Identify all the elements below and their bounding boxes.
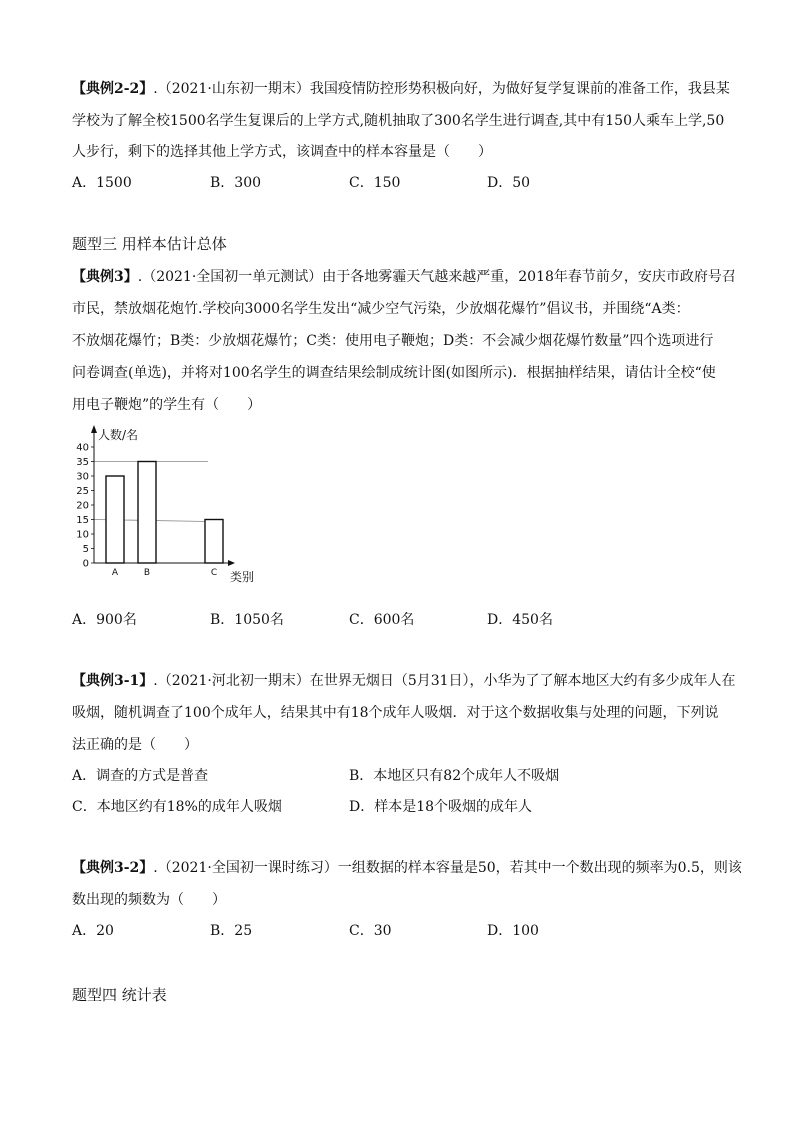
bar-chart	[72, 423, 272, 593]
q3-line-4: 问卷调查(单选)，并将对100名学生的调查结果绘制成统计图(如图所示)．根据抽样结果，请估计全校“使	[72, 365, 716, 381]
y-tick-label: 15	[76, 515, 89, 526]
q3-option-d: D．450名	[487, 612, 553, 628]
q3-1-option-c: C．本地区约有18%的成年人吸烟	[72, 799, 282, 815]
x-axis-arrow	[228, 560, 235, 566]
bar	[138, 462, 156, 564]
section-4-heading: 题型四 统计表	[72, 986, 167, 1004]
x-tick-label: B	[143, 568, 151, 578]
q3-line-5: 用电子鞭炮”的学生有（ ）	[72, 397, 262, 413]
q3-line-2: 市民，禁放烟花炮竹.学校向3000名学生发出“减少空气污染，少放烟花爆竹”倡议书，并围绕“A类：	[72, 301, 690, 317]
q3-option-b: B．1050名	[210, 612, 284, 628]
y-tick-label: 0	[82, 558, 89, 570]
section-3-heading: 题型三 用样本估计总体	[72, 235, 227, 253]
q3-1-option-d: D．样本是18个吸烟的成年人	[349, 799, 533, 815]
q2-2-option-d: D．50	[487, 175, 531, 191]
x-axis-label: 类别	[230, 570, 255, 584]
q3-option-c: C．600名	[349, 612, 415, 628]
y-tick-label: 5	[82, 544, 89, 555]
y-tick-label: 10	[76, 529, 89, 541]
q3-1-option-b: B．本地区只有82个成年人不吸烟	[349, 768, 560, 784]
q3-1-line-3: 法正确的是（ ）	[72, 737, 198, 753]
q3-1-option-a: A．调查的方式是普查	[72, 768, 209, 784]
q3-2-option-b: B．25	[210, 923, 253, 939]
bar	[205, 520, 223, 564]
y-tick-label: 30	[76, 471, 89, 483]
q3-2-line-1: 【典例3-2】.（2021·全国初一课时练习）一组数据的样本容量是50，若其中一个数出现的频率为0.5，则该	[72, 860, 742, 876]
q2-2-option-a: A．1500	[72, 175, 132, 191]
q3-line-1: 【典例3】.（2021·全国初一单元测试）由于各地雾霾天气越来越严重，2018年春节前夕，安庆市政府号召	[72, 269, 736, 285]
q2-2-line-3: 人步行，剩下的选择其他上学方式，该调查中的样本容量是（ ）	[72, 144, 492, 160]
y-tick-label: 20	[76, 500, 89, 512]
q2-2-line-1: 【典例2-2】.（2021·山东初一期末）我国疫情防控形势积极向好，为做好复学复课前的准备工作，我县某	[72, 81, 730, 97]
q3-2-option-c: C．30	[349, 923, 392, 939]
q2-2-option-b: B．300	[210, 175, 262, 191]
q2-2-option-c: C．150	[349, 175, 401, 191]
bar	[106, 476, 124, 563]
y-tick-label: 25	[76, 486, 89, 497]
q3-1-line-1: 【典例3-1】.（2021·河北初一期末）在世界无烟日（5月31日），小华为了了解本地区大约有多少成年人在	[72, 673, 736, 689]
q3-1-line-2: 吸烟，随机调查了100个成年人，结果其中有18个成年人吸烟．对于这个数据收集与处理的问题，下列说	[72, 705, 719, 721]
q3-option-a: A．900名	[72, 612, 137, 628]
x-tick-label: A	[111, 568, 119, 578]
q3-2-option-d: D．100	[487, 923, 539, 939]
q3-2-option-a: A．20	[72, 923, 114, 939]
q3-2-line-2: 数出现的频数为（ ）	[72, 892, 226, 908]
y-tick-label: 35	[76, 457, 89, 468]
q2-2-line-2: 学校为了解全校1500名学生复课后的上学方式,随机抽取了300名学生进行调查,其中有150人乘车上学,50	[72, 113, 725, 129]
y-axis-label: 人数/名	[98, 428, 139, 442]
q3-line-3: 不放烟花爆竹；B类：少放烟花爆竹；C类：使用电子鞭炮；D类：不会减少烟花爆竹数量”四个选项进行	[72, 333, 714, 349]
y-axis-arrow	[91, 425, 97, 433]
x-tick-label: C	[210, 568, 218, 578]
y-tick-label: 40	[76, 442, 89, 454]
